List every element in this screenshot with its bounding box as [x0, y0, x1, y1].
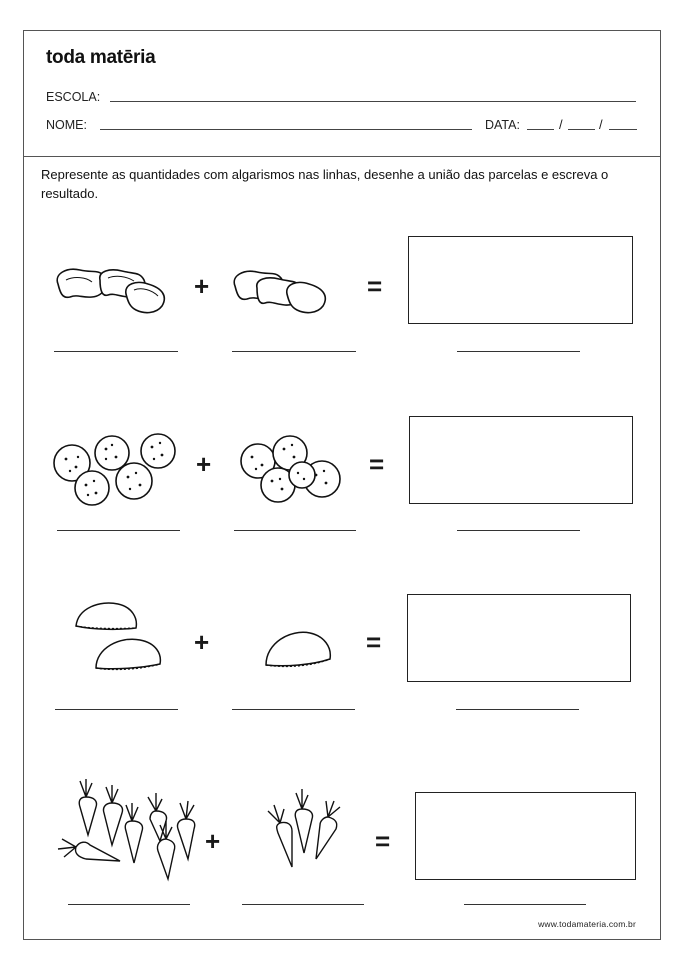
answer-line-right[interactable]: [232, 709, 355, 710]
cookie-icon: [95, 436, 129, 470]
equals-sign: =: [366, 627, 382, 657]
data-label: DATA:: [485, 118, 520, 132]
equals-sign: =: [369, 449, 385, 479]
equals-sign: =: [375, 826, 391, 856]
answer-line-result[interactable]: [457, 530, 580, 531]
pastry-group-left: [70, 596, 170, 686]
date-separator: /: [599, 117, 603, 132]
answer-line-left[interactable]: [57, 530, 180, 531]
answer-line-result[interactable]: [464, 904, 586, 905]
cookie-icon: [289, 462, 315, 488]
answer-line-left[interactable]: [68, 904, 190, 905]
answer-line-left[interactable]: [54, 351, 178, 352]
answer-line-right[interactable]: [242, 904, 364, 905]
nome-label: NOME:: [46, 118, 87, 132]
escola-field[interactable]: [110, 101, 636, 102]
plus-sign: +: [205, 826, 221, 856]
cookie-icon: [116, 463, 152, 499]
pastry-icon: [266, 632, 330, 666]
bean-group-right: [231, 266, 331, 318]
cookie-group-right: [238, 433, 348, 508]
carrot-group-right: [252, 783, 352, 873]
date-month-field[interactable]: [568, 129, 595, 130]
answer-box[interactable]: [408, 236, 633, 324]
bean-icon: [126, 282, 165, 312]
plus-sign: +: [194, 271, 210, 301]
cookie-icon: [75, 471, 109, 505]
carrot-icon: [295, 789, 312, 853]
pastry-group-right: [262, 621, 334, 677]
escola-label: ESCOLA:: [46, 90, 101, 104]
date-day-field[interactable]: [527, 129, 554, 130]
date-year-field[interactable]: [609, 129, 637, 130]
bean-icon: [287, 282, 326, 312]
bean-icon: [57, 269, 106, 297]
worksheet: [23, 30, 661, 940]
pastry-icon: [76, 603, 136, 629]
answer-line-result[interactable]: [457, 351, 580, 352]
footer-url[interactable]: www.todamateria.com.br: [538, 919, 636, 929]
brand-logo: toda matēria: [46, 47, 156, 68]
date-separator: /: [559, 117, 563, 132]
answer-line-left[interactable]: [55, 709, 178, 710]
answer-box[interactable]: [407, 594, 631, 682]
instructions: Represente as quantidades com algarismos nas linhas, desenhe a união das parcelas e escreva o resultado.: [41, 167, 609, 201]
carrot-icon: [268, 805, 292, 867]
nome-field[interactable]: [100, 129, 472, 130]
carrot-icon: [177, 801, 194, 859]
carrot-icon: [79, 779, 96, 835]
carrot-icon: [103, 785, 122, 845]
worksheet-header: [24, 31, 660, 157]
answer-box[interactable]: [415, 792, 636, 880]
carrot-icon: [316, 801, 340, 859]
carrot-group-left: [50, 771, 200, 886]
pastry-icon: [96, 639, 160, 669]
carrot-icon: [125, 803, 142, 863]
answer-box[interactable]: [409, 416, 633, 504]
plus-sign: +: [194, 627, 210, 657]
cookie-group-left: [50, 431, 180, 506]
bean-group-left: [52, 264, 172, 316]
answer-line-right[interactable]: [234, 530, 356, 531]
equals-sign: =: [367, 271, 383, 301]
plus-sign: +: [196, 449, 212, 479]
answer-line-right[interactable]: [232, 351, 356, 352]
cookie-icon: [141, 434, 175, 468]
answer-line-result[interactable]: [456, 709, 579, 710]
